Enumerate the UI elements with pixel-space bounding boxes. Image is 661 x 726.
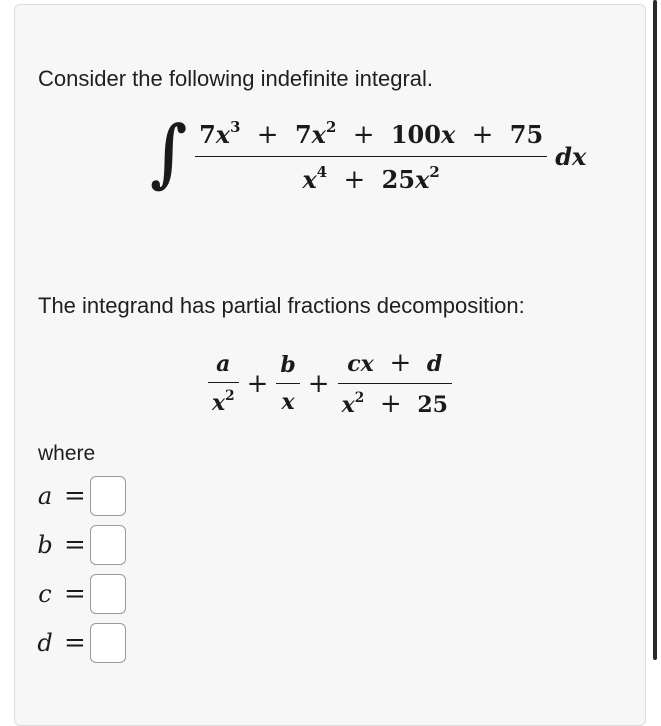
term-b-over-x: $\frac{b}{x}$ bbox=[276, 352, 299, 415]
plus-sign: + bbox=[246, 368, 269, 399]
var-label: d bbox=[37, 629, 53, 657]
scrollbar[interactable] bbox=[653, 0, 657, 660]
answer-input-b[interactable] bbox=[90, 525, 126, 565]
partial-fractions-expression bbox=[208, 348, 452, 419]
decomposition-text: The integrand has partial fractions decomposition: bbox=[38, 293, 525, 318]
answer-input-c[interactable] bbox=[90, 574, 126, 614]
var-label: a bbox=[37, 482, 53, 510]
answer-row-d: d = bbox=[36, 623, 126, 663]
term-a-over-x2: $\frac{a}{x^2}$ bbox=[208, 351, 239, 416]
intro-text: Consider the following indefinite integral. bbox=[38, 66, 434, 91]
answer-input-d[interactable] bbox=[90, 623, 126, 663]
var-label: b bbox=[37, 531, 53, 559]
plus-sign: + bbox=[307, 368, 330, 399]
where-label: where bbox=[38, 442, 96, 465]
answer-row-b: b = bbox=[36, 525, 126, 565]
answer-row-a: a = bbox=[36, 476, 126, 516]
integrand-denominator: $x^4 + 25x^2$ bbox=[302, 163, 440, 196]
answer-row-c: c = bbox=[36, 574, 126, 614]
integral-sign: ∫ bbox=[150, 109, 188, 197]
integrand-numerator: $7x^3 + 7x^2 + 100x + 75$ bbox=[199, 118, 544, 151]
var-label: c bbox=[38, 580, 52, 608]
term-cx-plus-d: $\frac{cx + d}{x^2 + 25}$ bbox=[338, 348, 452, 419]
integrand-fraction bbox=[195, 118, 547, 195]
integral-expression bbox=[150, 109, 587, 197]
differential: dx bbox=[555, 142, 587, 172]
answer-input-a[interactable] bbox=[90, 476, 126, 516]
